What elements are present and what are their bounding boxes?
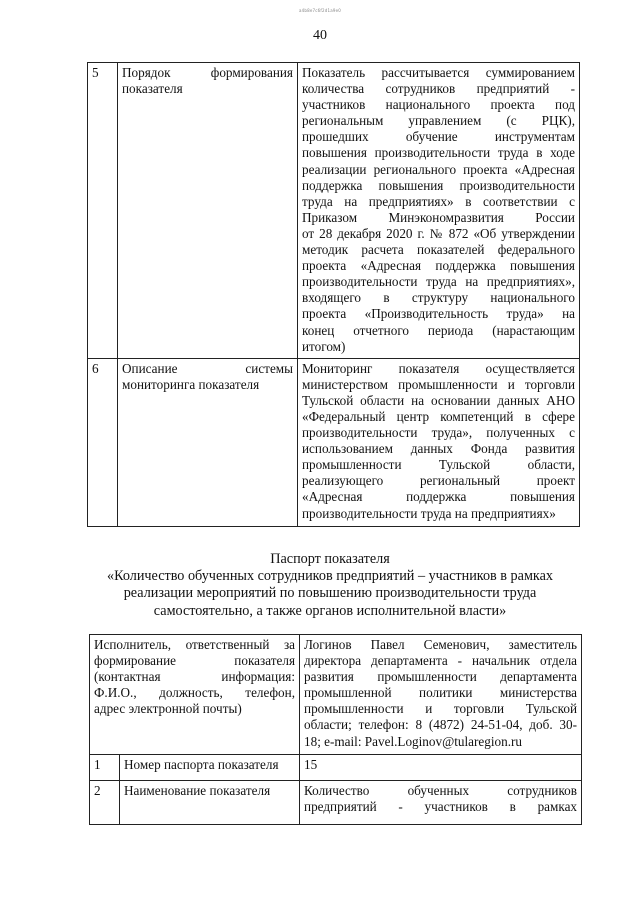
row-value-line: количества сотрудников предприятий -: [302, 81, 575, 97]
row-value-line: методик расчета показателей федерального: [302, 242, 575, 258]
row-value: [298, 63, 580, 359]
row-label: Наименование показателя: [120, 781, 300, 825]
document-top-mark: a4b8e7c6f2d1a9e0: [298, 8, 342, 13]
executor-value-line: развития промышленности департамента: [304, 669, 578, 685]
executor-value-line: 18; e-mail: Pavel.Loginov@tularegion.ru: [304, 733, 522, 749]
row-value-line: проекта «Производительность труда» на: [302, 306, 575, 322]
executor-value-line: промышленности и торговли Тульской: [304, 701, 578, 717]
row-value-line: «Адресная поддержка повышения: [302, 489, 575, 505]
row-value-line: Показатель рассчитывается суммированием: [302, 65, 575, 80]
row-value-line: прошедших обучение инструментам: [302, 129, 575, 145]
passport-subtitle-line: самостоятельно, а также органов исполнительной власти»: [153, 602, 507, 619]
row-label: Номер паспорта показателя: [120, 755, 300, 781]
row-value-line: реализующего региональный проект: [302, 473, 575, 489]
executor-label-line: формирование показателя: [94, 653, 296, 669]
executor-label-line: адрес электронной почты): [94, 701, 242, 717]
row-value-line: Мониторинг показателя осуществляется: [302, 360, 575, 376]
row-value-line: министерством промышленности и торговли: [302, 376, 575, 392]
row-value-line: входящего в структуру национального: [302, 290, 575, 306]
row-value-line: реализации регионального проекта «Адресная: [302, 161, 575, 177]
indicator-table-continued: [87, 62, 580, 527]
row-label: [118, 63, 298, 359]
page-number: 40: [313, 28, 327, 43]
row-value-line: участников национального проекта под: [302, 97, 575, 113]
row-value: [298, 358, 580, 526]
row-value-line: труда на предприятиях» в соответствии с: [302, 193, 575, 209]
row-value-line: производительности труда на предприятиях»: [302, 505, 556, 521]
table-row: [88, 358, 580, 526]
row-value: [300, 781, 582, 825]
passport-table: [89, 634, 582, 825]
row-value: 15: [300, 755, 582, 781]
row-value-line: промышленности Тульской области,: [302, 457, 575, 473]
executor-label-line: Ф.И.О., должность, телефон,: [94, 685, 296, 701]
table-row: [88, 63, 580, 359]
row-number: 1: [90, 755, 120, 781]
row-label-line: Описание системы: [122, 360, 293, 376]
table-row: [90, 781, 582, 825]
passport-subtitle-line: реализации мероприятий по повышению производительности труда: [123, 585, 537, 602]
row-label-line: мониторинга показателя: [122, 376, 260, 392]
executor-value-line: Логинов Павел Семенович, заместитель: [304, 637, 578, 652]
row-value-line: производительности труда на предприятиях»,: [302, 274, 575, 290]
row-value-line: производительности труда», полученных с: [302, 425, 575, 441]
row-value-line: Приказом Минэкономразвития России: [302, 209, 575, 225]
executor-label: [90, 635, 300, 755]
row-value-line: предприятий - участников в рамках: [304, 799, 578, 815]
table-row: [90, 755, 582, 781]
row-value-line: Количество обученных сотрудников: [304, 783, 578, 798]
passport-title: Паспорт показателя: [270, 551, 390, 567]
row-value-line: повышения производительности труда в ходе: [302, 145, 575, 161]
row-value-line: Тульской области на основании данных АНО: [302, 392, 575, 408]
executor-value-line: промышленной политики министерства: [304, 685, 578, 701]
passport-subtitle-line: «Количество обученных сотрудников предприятий – участников в рамках: [106, 568, 553, 585]
row-value-line: конец отчетного периода (нарастающим: [302, 322, 575, 338]
executor-label-line: Исполнитель, ответственный за: [94, 637, 296, 652]
row-value-line: региональным управлением (с РЦК),: [302, 113, 575, 129]
row-label: [118, 358, 298, 526]
row-number: 2: [90, 781, 120, 825]
row-value-line: проекта «Адресная поддержка повышения: [302, 258, 575, 274]
row-value-line: использованием данных Фонда развития: [302, 441, 575, 457]
row-number: 6: [88, 358, 118, 526]
executor-value: [300, 635, 582, 755]
row-value-line: «Федеральный центр компетенций в сфере: [302, 408, 575, 424]
passport-heading: [80, 551, 580, 620]
executor-value-line: директора департамента - начальник отдела: [304, 653, 578, 669]
row-number: 5: [88, 63, 118, 359]
row-value-line: поддержка повышения производительности: [302, 177, 575, 193]
row-value-line: от 28 декабря 2020 г. № 872 «Об утверждении: [302, 225, 575, 241]
executor-label-line: (контактная информация:: [94, 669, 296, 685]
executor-value-line: области; телефон: 8 (4872) 24-51-04, доб. 30-: [304, 717, 578, 733]
row-label-line: Порядок формирования: [122, 65, 293, 80]
row-value-line: итогом): [302, 338, 346, 354]
row-label-line: показателя: [122, 81, 183, 97]
table-row: [90, 635, 582, 755]
